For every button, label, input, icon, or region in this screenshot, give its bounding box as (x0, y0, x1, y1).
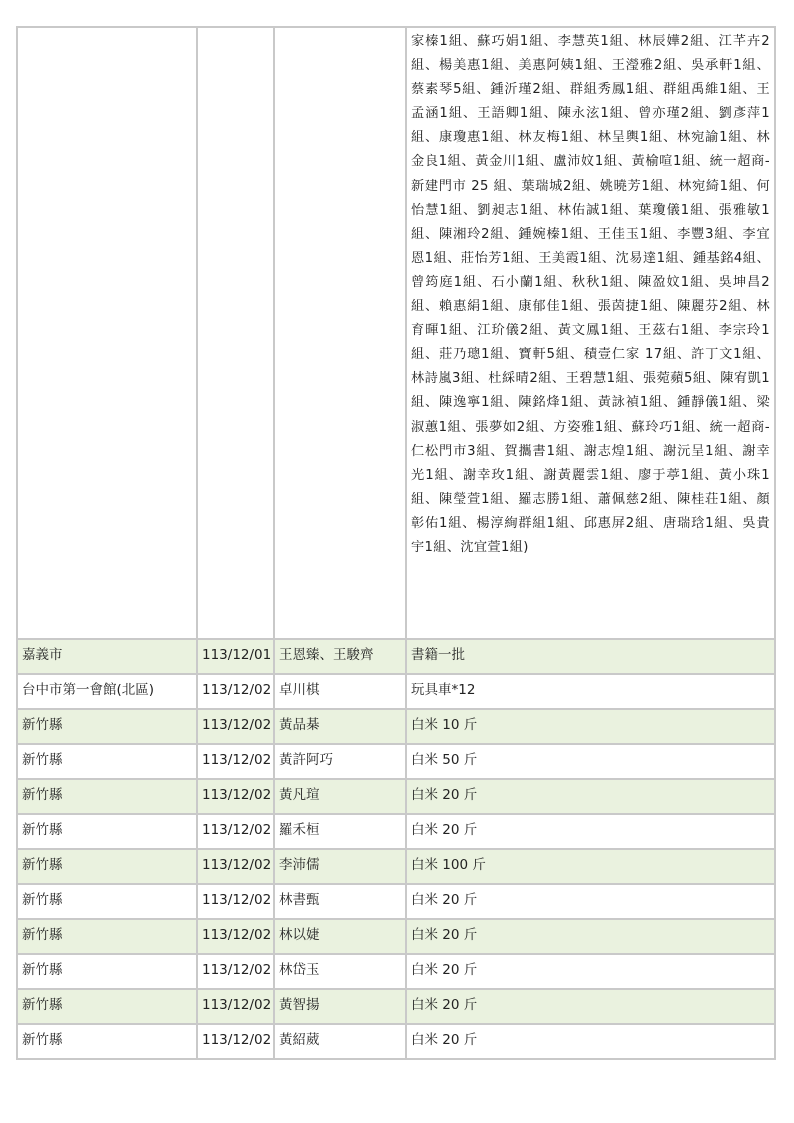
region-cell: 新竹縣 (17, 709, 197, 744)
donor-cell: 黃智揚 (274, 989, 406, 1024)
item-cell: 白米 20 斤 (406, 884, 775, 919)
table-row (17, 639, 775, 674)
item-cell: 白米 20 斤 (406, 1024, 775, 1059)
date-cell: 113/12/02 (197, 709, 274, 744)
date-cell: 113/12/02 (197, 919, 274, 954)
region-cell: 新竹縣 (17, 779, 197, 814)
item-cell: 家榛1組、蘇巧娟1組、李慧英1組、林辰嬅2組、江芊卉2組、楊美惠1組、美惠阿姨1組、王瀅雅2組、吳承軒1組、蔡素琴5組、鍾沂瑾2組、群組秀鳳1組、群組禹維1組、王孟涵1組、王語卿1組、陳永泫1組、曾亦瑾2組、劉彥萍1組、康瓊惠1組、林友梅1組、林呈輿1組、林宛諭1組、林金良1組、黃金川1組、盧沛妏1組、黃榆喧1組、統一超商-新建門市 25 組、葉瑞城2組、姚曉芳1組、林宛綺1組、何怡慧1組、劉昶志1組、林佑誠1組、葉瓊儀1組、張雅敏1組、陳湘玲2組、鍾婉榛1組、王佳玉1組、李豐3組、李宜恩1組、莊怡芳1組、王美霞1組、沈易達1組、鍾基銘4組、曾筠庭1組、石小蘭1組、秋秋1組、陳盈妏1組、吳坤昌2組、賴惠絹1組、康郁佳1組、張茵捷1組、陳麗芬2組、林育暉1組、江玠儀2組、黃文鳳1組、王茲右1組、李宗玲1組、莊乃璁1組、寶軒5組、積壹仁家 17組、許丁文1組、林詩嵐3組、杜綵晴2組、王碧慧1組、張菀蘋5組、陳宥凱1組、陳逸寧1組、陳銘烽1組、黃詠禎1組、鍾靜儀1組、梁淑蕙1組、張夢如2組、方姿雅1組、蘇玲巧1組、統一超商-仁松門市3組、賀攜書1組、謝志煌1組、謝沅呈1組、謝幸光1組、謝幸玫1組、謝黃麗雲1組、廖于葶1組、黃小珠1組、陳瑩萱1組、羅志勝1組、蕭佩慈2組、陳桂荘1組、顏彰佑1組、楊淳絢群組1組、邱惠屏2組、唐瑞琀1組、吳貴宇1組、沈宜萱1組) (406, 27, 775, 639)
date-cell (197, 27, 274, 639)
table-row (17, 1024, 775, 1059)
table-row (17, 884, 775, 919)
date-cell: 113/12/02 (197, 674, 274, 709)
document-page (16, 26, 774, 1060)
region-cell: 新竹縣 (17, 814, 197, 849)
table-row (17, 919, 775, 954)
donor-cell: 羅禾桓 (274, 814, 406, 849)
date-cell: 113/12/02 (197, 814, 274, 849)
table-row (17, 849, 775, 884)
donor-cell: 卓川棋 (274, 674, 406, 709)
item-cell: 白米 20 斤 (406, 814, 775, 849)
date-cell: 113/12/02 (197, 1024, 274, 1059)
region-cell (17, 27, 197, 639)
table-row (17, 989, 775, 1024)
table-row (17, 814, 775, 849)
region-cell: 新竹縣 (17, 919, 197, 954)
item-cell: 白米 20 斤 (406, 954, 775, 989)
date-cell: 113/12/02 (197, 989, 274, 1024)
date-cell: 113/12/02 (197, 954, 274, 989)
item-cell: 白米 10 斤 (406, 709, 775, 744)
region-cell: 新竹縣 (17, 1024, 197, 1059)
item-cell: 書籍一批 (406, 639, 775, 674)
date-cell: 113/12/02 (197, 884, 274, 919)
item-cell: 白米 20 斤 (406, 989, 775, 1024)
table-row (17, 674, 775, 709)
donor-cell: 黃許阿巧 (274, 744, 406, 779)
region-cell: 新竹縣 (17, 884, 197, 919)
donation-table (16, 26, 776, 1060)
donor-cell: 黃紹葳 (274, 1024, 406, 1059)
region-cell: 台中市第一會館(北區) (17, 674, 197, 709)
donor-cell: 林書甄 (274, 884, 406, 919)
region-cell: 新竹縣 (17, 954, 197, 989)
table-row-continuation (17, 27, 775, 639)
table-row (17, 744, 775, 779)
donor-cell: 林岱玉 (274, 954, 406, 989)
region-cell: 新竹縣 (17, 744, 197, 779)
item-cell: 白米 50 斤 (406, 744, 775, 779)
region-cell: 新竹縣 (17, 989, 197, 1024)
date-cell: 113/12/02 (197, 849, 274, 884)
item-cell: 白米 100 斤 (406, 849, 775, 884)
table-row (17, 709, 775, 744)
item-cell: 玩具車*12 (406, 674, 775, 709)
region-cell: 新竹縣 (17, 849, 197, 884)
donor-cell: 王恩臻、王駿齊 (274, 639, 406, 674)
item-cell: 白米 20 斤 (406, 779, 775, 814)
date-cell: 113/12/02 (197, 779, 274, 814)
donor-cell: 黃品棊 (274, 709, 406, 744)
table-row (17, 954, 775, 989)
date-cell: 113/12/02 (197, 744, 274, 779)
item-cell: 白米 20 斤 (406, 919, 775, 954)
table-row (17, 779, 775, 814)
date-cell: 113/12/01 (197, 639, 274, 674)
region-cell: 嘉義市 (17, 639, 197, 674)
donor-cell (274, 27, 406, 639)
donor-cell: 李沛儒 (274, 849, 406, 884)
donor-cell: 黃凡瑄 (274, 779, 406, 814)
donor-cell: 林以婕 (274, 919, 406, 954)
